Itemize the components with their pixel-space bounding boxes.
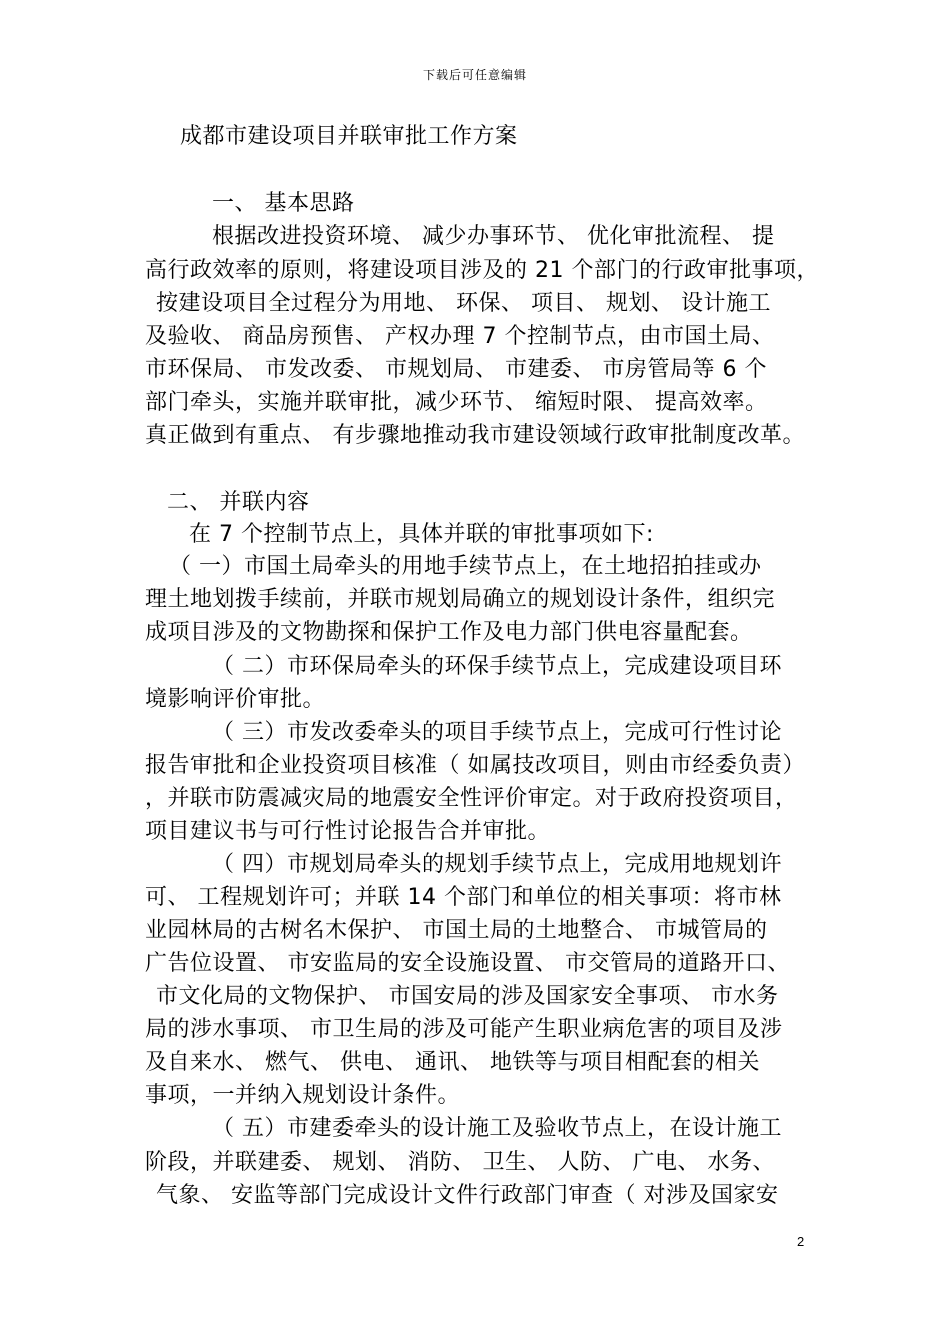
paragraph-line: 真正做到有重点、 有步骤地推动我市建设领域行政审批制度改革。 <box>145 423 805 448</box>
paragraph-line: 根据改进投资环境、 减少办事环节、 优化审批流程、 提 <box>212 224 775 249</box>
paragraph-line: 气象、 安监等部门完成设计文件行政部门审查（ 对涉及国家安 <box>156 1183 779 1208</box>
paragraph-line: 理土地划拨手续前，并联市规划局确立的规划设计条件，组织完 <box>145 587 776 612</box>
paragraph-line: （ 三）市发改委牵头的项目手续节点上，完成可行性讨论 <box>212 720 782 745</box>
paragraph-line: （ 一）市国土局牵头的用地手续节点上，在土地招拍挂或办 <box>169 554 762 579</box>
paragraph-line: 广告位设置、 市安监局的安全设施设置、 市交管局的道路开口、 <box>145 951 790 976</box>
paragraph-line: 局的涉水事项、 市卫生局的涉及可能产生职业病危害的项目及涉 <box>145 1017 783 1042</box>
paragraph-line: 及验收、 商品房预售、 产权办理 7 个控制节点，由市国土局、 <box>145 324 775 349</box>
paragraph-line: 高行政效率的原则，将建设项目涉及的 21 个部门的行政审批事项， <box>145 258 819 283</box>
section2-intro: 在 7 个控制节点上，具体并联的审批事项如下: <box>189 522 654 547</box>
paragraph-line: （ 四）市规划局牵头的规划手续节点上，完成用地规划许 <box>212 852 782 877</box>
paragraph-line: 阶段，并联建委、 规划、 消防、 卫生、 人防、 广电、 水务、 <box>145 1150 775 1175</box>
paragraph-line: （ 二）市环保局牵头的环保手续节点上，完成建设项目环 <box>212 654 782 679</box>
header-note: 下载后可任意编辑 <box>422 68 527 82</box>
paragraph-line: 可、 工程规划许可；并联 14 个部门和单位的相关事项：将市林 <box>145 885 782 910</box>
paragraph-line: 报告审批和企业投资项目核准（ 如属技改项目，则由市经委负责） <box>145 753 805 778</box>
paragraph-line: （ 五）市建委牵头的设计施工及验收节点上，在设计施工 <box>212 1116 782 1141</box>
paragraph-line: ，并联市防震减灾局的地震安全性评价审定。对于政府投资项目， <box>145 786 798 811</box>
paragraph-line: 按建设项目全过程分为用地、 环保、 项目、 规划、 设计施工 <box>156 291 771 316</box>
paragraph-line: 部门牵头，实施并联审批，减少环节、 缩短时限、 提高效率。 <box>145 390 768 415</box>
paragraph-line: 市环保局、 市发改委、 市规划局、 市建委、 市房管局等 6 个 <box>145 357 767 382</box>
paragraph-line: 项目建议书与可行性讨论报告合并审批。 <box>145 819 551 844</box>
paragraph-line: 境影响评价审批。 <box>145 687 326 712</box>
page-number: 2 <box>797 1234 805 1249</box>
paragraph-line: 事项，一并纳入规划设计条件。 <box>145 1083 461 1108</box>
paragraph-line: 业园林局的古树名木保护、 市国土局的土地整合、 市城管局的 <box>145 918 768 943</box>
section2-heading: 二、 并联内容 <box>167 490 310 515</box>
paragraph-line: 市文化局的文物保护、 市国安局的涉及国家安全事项、 市水务 <box>156 984 779 1009</box>
paragraph-line: 成项目涉及的文物勘探和保护工作及电力部门供电容量配套。 <box>145 620 753 645</box>
paragraph-line: 及自来水、 燃气、 供电、 通讯、 地铁等与项目相配套的相关 <box>145 1050 760 1075</box>
page-title: 成都市建设项目并联审批工作方案 <box>180 124 518 149</box>
section1-heading: 一、 基本思路 <box>212 191 355 216</box>
